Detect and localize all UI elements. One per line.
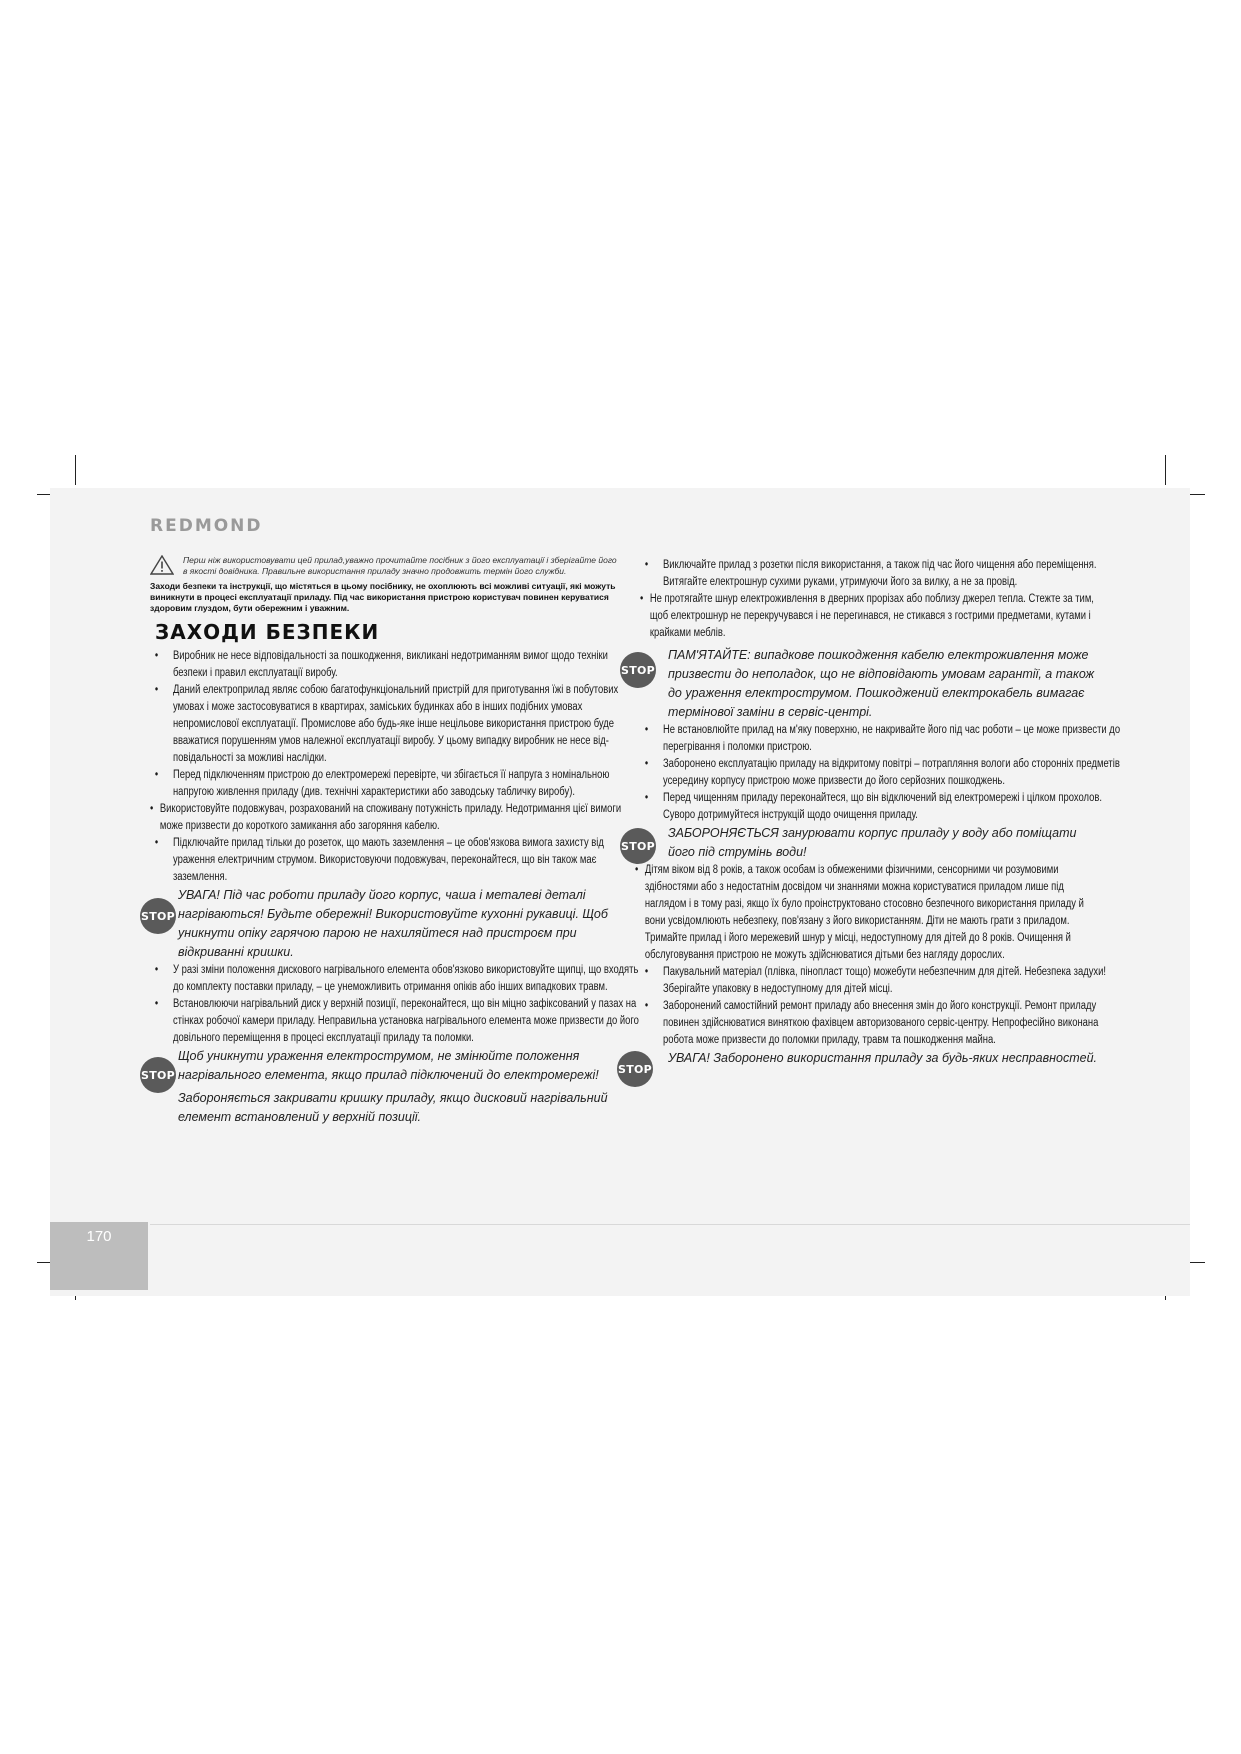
warning-icon [150,555,174,575]
stop-warning-text: ПАМ'ЯТАЙТЕ: випадкове пошкодження кабелю електроживлення може призвести до неполадок, що не відповідають умовам гарантії, а також до ураження електрострумом. Пошкоджений електрокабель вимагає термінової заміни в сервіс-центрі. [668,648,1095,719]
stop-warning [620,824,1100,862]
bullet-icon: • [154,684,159,696]
intro-block [150,555,620,614]
stop-warning-text: Щоб уникнути ураження електрострумом, не змінюйте положення нагрівального елемента, якщо прилад підключений до електромережі! [178,1049,599,1082]
left-column [140,555,639,1127]
page-number: 170 [50,1222,148,1290]
bullet-icon: • [644,758,649,770]
list-item: • Заборонений самостійний ремонт приладу або внесення змін до його конструкції. Ремонт приладу повинен здійснюватися виняткою фахівцем авторизованого сервіс-центру. Непрофесійно виконана робота може призвести до поломки приладу, травм та пошкодження майна. [644,1000,1099,1046]
intro-warning: Заходи безпеки та інструкції, що містяться в цьому посібнику, не охоплюють всі можливі ситуації, які можуть виникнути в процесі експлуатації приладу. Під час використання пристрою користувач повинен керуватися здоровим глуздом, бути обережним і уважним. [150,581,616,613]
list-item: • Виключайте прилад з розетки після використання, а також під час його чищення або переміщення. Витягайте електрошнур сухими руками, утримуючи його за вилку, а не за провід. [644,559,1097,588]
stop-warning-text: УВАГА! Заборонено використання приладу за будь-яких несправностей. [668,1051,1098,1065]
stop-warning [140,1047,620,1127]
list-item: • Заборонено експлуатацію приладу на відкритому повітрі – потрапляння вологи або сторонніх предметів усередину корпусу пристрою може призвести до його серйозних пошкоджень. [644,758,1120,787]
list-item: • Даний електроприлад являє собою багатофункціональний пристрій для приготування їжі в побутових умовах і може застосовуватися в квартирах, заміських будинках або в інших подібних умовах непромислової експлуатації. Промислове або будь-яке інше нецільове використання пристрою буде вважатися порушенням умов належної експлуатації виробу. У цьому випадку виробник не несе відповідальності за можливі наслідки. [154,684,619,764]
list-item: • Виробник не несе відповідальності за пошкодження, викликані недотриманням вимог щодо техніки безпеки і правил експлуатації виробу. [154,650,608,679]
bullet-icon: • [154,769,159,781]
stop-icon: STOP [620,652,656,688]
stop-warning-text: УВАГА! Під час роботи приладу його корпус, чаша і металеві деталі нагріваються! Будьте обережні! Використовуйте кухонні рукавиці. Щоб уникнути опіку гарячою парою не нахиляйтеся над пристроєм при відкриванні кришки. [178,888,608,959]
bullet-icon: • [640,593,644,605]
stop-icon: STOP [617,1051,653,1087]
stop-warning [620,646,1100,722]
section-title: ЗАХОДИ БЕЗПЕКИ [155,620,380,644]
brand-logo: REDMOND [150,516,263,536]
list-item: • Дітям віком від 8 років, а також особам із обмеженими фізичними, сенсорними чи розумовими здібностями або з недостатнім досвідом чи знаннями можна користуватися приладом лише під наглядом і в тому разі, якщо їх було проінструктовано стосовно безпечного використання приладу й вони усвідомлюють небезпеку, пов'язану з його використанням. Діти не мають грати з приладом. Тримайте прилад і його мережевий шнур у місці, недоступному для дітей до 8 років. Очищення й обслуговування пристрою не можуть здійснюватися дітьми без нагляду дорослих. [635,864,1084,961]
list-item: • Не встановлюйте прилад на м'яку поверхню, не накривайте його під час роботи – це може призвести до перегрівання і поломки пристрою. [644,724,1121,753]
stop-icon: STOP [620,828,656,864]
bullet-icon: • [154,998,159,1010]
stop-warning-text: Забороняється закривати кришку приладу, якщо дисковий нагрівальний елемент встановлений у верхній позиції. [178,1091,608,1124]
bullet-icon: • [644,792,649,804]
bullet-icon: • [635,864,639,876]
bullet-icon: • [644,966,649,978]
bullet-icon: • [644,559,649,571]
bullet-icon: • [154,650,159,662]
list-item: • Перед підключенням пристрою до електромережі перевірте, чи збігається її напруга з номінальною напругою живлення приладу (див. технічні характеристики або заводську табличку виробу). [154,769,610,798]
stop-warning [140,886,620,962]
intro-note: Перш ніж використовувати цей прилад,уважно прочитайте посібник з його експлуатації і зберігайте його в якості довідника. Правильне використання приладу значно продовжить термін його служби. [183,555,617,576]
list-item: • Встановлюючи нагрівальний диск у верхній позиції, переконайтеся, що він міцно зафіксований у пазах на стінках робочої камери приладу. Неправильна установка нагрівального елемента може призвести до його довільного переміщення в процесі експлуатації приладу та поломки. [154,998,639,1044]
list-item: • Пакувальний матеріал (плівка, пінопласт тощо) можебути небезпечним для дітей. Небезпека задухи! Зберігайте упаковку в недоступному для дітей місці. [644,966,1107,995]
bullet-icon: • [644,724,649,736]
bullet-icon: • [644,1000,649,1012]
bullet-icon: • [154,964,159,976]
footer-divider [150,1224,1190,1225]
stop-warning-text: ЗАБОРОНЯЄТЬСЯ занурювати корпус приладу у воду або поміщати його під струмінь води! [668,826,1077,859]
crop-mark-tl-v [75,455,76,485]
stop-icon: STOP [140,898,176,934]
right-column [617,557,1121,1076]
bullet-icon: • [150,803,154,815]
list-item: • Підключайте прилад тільки до розеток, що мають заземлення – це обов'язкова вимога захисту від ураження електричним струмом. Використовуючи подовжувач, переконайтеся, що він також має заземлення. [154,837,604,883]
stop-warning [617,1049,1100,1076]
list-item: • Використовуйте подовжувач, розрахований на споживану потужність приладу. Недотримання цієї вимоги може призвести до короткого замикання або загоряння кабелю. [150,803,622,832]
list-item: • У разі зміни положення дискового нагрівального елемента обов'язково використовуйте щипці, що входять до комплекту поставки приладу, – це унеможливить отримання опіків або інших випадкових травм. [154,964,639,993]
bullet-icon: • [154,837,159,849]
list-item: • Не протягайте шнур електроживлення в дверних прорізах або поблизу джерел тепла. Стежте за тим, щоб електрошнур не перекручувався і не перегинався, не стикався з гострими предметами, кутами і крайками меблів. [640,593,1094,639]
list-item: • Перед чищенням приладу переконайтеся, що він відключений від електромережі і цілком прохолов. Суворо дотримуйтеся інструкцій щодо очищення приладу. [644,792,1103,821]
crop-mark-tr-v [1165,455,1166,485]
stop-icon: STOP [140,1057,176,1093]
